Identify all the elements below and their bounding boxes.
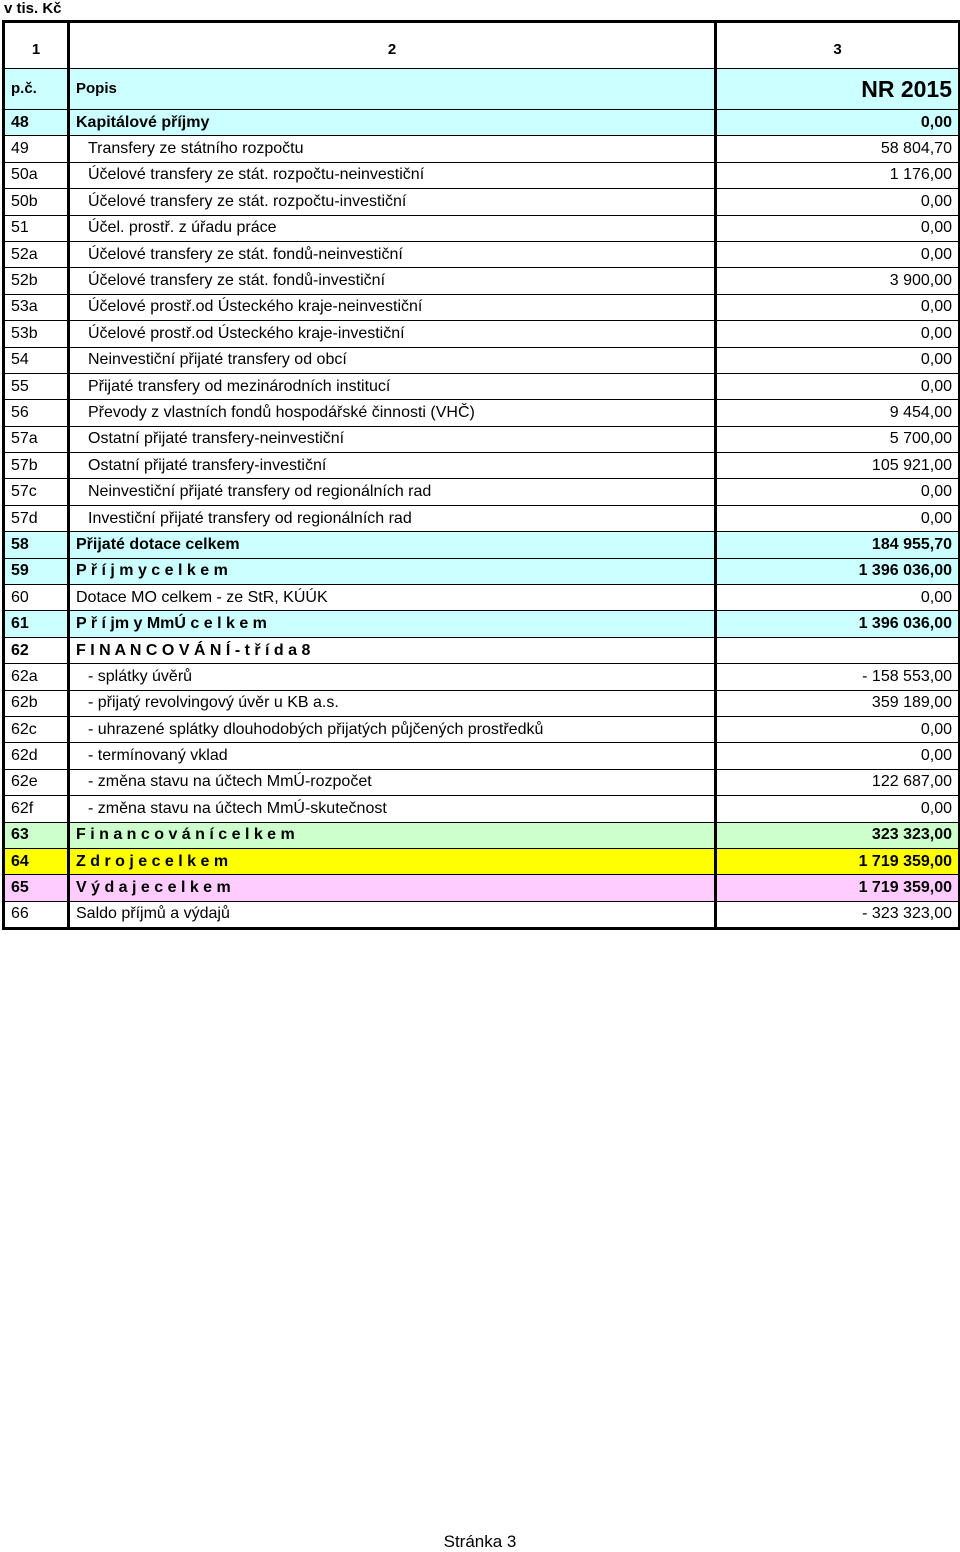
table-row [4,294,960,320]
row-value: 3 900,00 [716,268,960,294]
header-row [4,69,960,110]
row-value: 0,00 [716,479,960,505]
row-description: - změna stavu na účtech MmÚ-skutečnost [69,796,716,822]
row-number: 57c [4,479,69,505]
row-description: Účelové transfery ze stát. rozpočtu-investiční [69,189,716,215]
row-value: 359 189,00 [716,690,960,716]
row-description: Neinvestiční přijaté transfery od obcí [69,347,716,373]
row-number: 61 [4,611,69,637]
row-number: 62d [4,743,69,769]
row-description: F i n a n c o v á n í c e l k e m [69,822,716,848]
table-row [4,585,960,611]
row-number: 50b [4,189,69,215]
header-year-budget: NR 2015 [716,69,960,110]
table-row [4,373,960,399]
row-number: 62e [4,769,69,795]
row-value: 323 323,00 [716,822,960,848]
table-row [4,637,960,663]
row-value: 0,00 [716,189,960,215]
row-description: Investiční přijaté transfery od regionálních rad [69,505,716,531]
row-value: 0,00 [716,585,960,611]
table-row [4,215,960,241]
column-number-row [4,22,960,69]
row-number: 50a [4,162,69,188]
budget-table [2,20,960,930]
table-row [4,558,960,584]
table-row [4,664,960,690]
row-value: 0,00 [716,241,960,267]
row-number: 52a [4,241,69,267]
table-row [4,162,960,188]
row-description: Účelové transfery ze stát. fondů-neinvestiční [69,241,716,267]
row-value: 0,00 [716,110,960,136]
row-number: 65 [4,875,69,901]
row-description: Účel. prostř. z úřadu práce [69,215,716,241]
row-number: 53b [4,321,69,347]
table-row [4,716,960,742]
row-number: 51 [4,215,69,241]
row-number: 57a [4,426,69,452]
row-number: 62 [4,637,69,663]
row-value: 122 687,00 [716,769,960,795]
row-description: Účelové transfery ze stát. rozpočtu-neinvestiční [69,162,716,188]
row-value: 184 955,70 [716,532,960,558]
row-description: Přijaté transfery od mezinárodních institucí [69,373,716,399]
row-number: 62f [4,796,69,822]
row-number: 53a [4,294,69,320]
table-row [4,400,960,426]
table-row [4,743,960,769]
row-number: 62a [4,664,69,690]
table-row [4,769,960,795]
table-row [4,690,960,716]
page-footer: Stránka 3 [443,1532,517,1551]
row-value: 1 719 359,00 [716,875,960,901]
row-number: 58 [4,532,69,558]
table-row [4,532,960,558]
row-description: - termínovaný vklad [69,743,716,769]
row-value: 0,00 [716,373,960,399]
table-row [4,848,960,874]
row-number: 57d [4,505,69,531]
row-value: 0,00 [716,347,960,373]
row-number: 52b [4,268,69,294]
row-description: - uhrazené splátky dlouhodobých přijatých půjčených prostředků [69,716,716,742]
row-description: Neinvestiční přijaté transfery od regionálních rad [69,479,716,505]
row-number: 64 [4,848,69,874]
row-description: Přijaté dotace celkem [69,532,716,558]
row-description: P ř í jm y MmÚ c e l k e m [69,611,716,637]
budget-table-body [4,22,960,929]
row-value: 1 719 359,00 [716,848,960,874]
table-row [4,822,960,848]
table-row [4,241,960,267]
row-description: Převody z vlastních fondů hospodářské činnosti (VHČ) [69,400,716,426]
table-row [4,110,960,136]
column-number-3: 3 [716,22,960,69]
row-number: 63 [4,822,69,848]
row-value: - 158 553,00 [716,664,960,690]
table-row [4,136,960,162]
row-value: 9 454,00 [716,400,960,426]
row-description: Ostatní přijaté transfery-neinvestiční [69,426,716,452]
table-row [4,875,960,901]
table-row [4,426,960,452]
table-row [4,453,960,479]
row-number: 48 [4,110,69,136]
row-value: 1 396 036,00 [716,558,960,584]
row-value: 0,00 [716,294,960,320]
row-description: Dotace MO celkem - ze StR, KÚÚK [69,585,716,611]
row-value: 58 804,70 [716,136,960,162]
row-number: 59 [4,558,69,584]
column-number-2: 2 [69,22,716,69]
row-value: 0,00 [716,743,960,769]
row-value: 0,00 [716,321,960,347]
unit-label: v tis. Kč [4,0,62,17]
row-value: 1 396 036,00 [716,611,960,637]
row-value: 0,00 [716,505,960,531]
row-description: Transfery ze státního rozpočtu [69,136,716,162]
row-number: 62b [4,690,69,716]
row-description: Saldo příjmů a výdajů [69,901,716,928]
row-value: 0,00 [716,796,960,822]
row-number: 54 [4,347,69,373]
table-row [4,611,960,637]
table-row [4,268,960,294]
row-number: 55 [4,373,69,399]
row-value [716,637,960,663]
row-description: - přijatý revolvingový úvěr u KB a.s. [69,690,716,716]
table-row [4,189,960,215]
header-item-number: p.č. [4,69,69,110]
row-value: 105 921,00 [716,453,960,479]
row-number: 49 [4,136,69,162]
row-value: 1 176,00 [716,162,960,188]
table-row [4,347,960,373]
row-value: 5 700,00 [716,426,960,452]
row-description: Účelové transfery ze stát. fondů-investiční [69,268,716,294]
row-description: Ostatní přijaté transfery-investiční [69,453,716,479]
row-number: 62c [4,716,69,742]
table-row [4,321,960,347]
row-description: Z d r o j e c e l k e m [69,848,716,874]
row-description: Účelové prostř.od Ústeckého kraje-investiční [69,321,716,347]
header-description: Popis [69,69,716,110]
row-value: 0,00 [716,215,960,241]
column-number-1: 1 [4,22,69,69]
row-description: Kapitálové příjmy [69,110,716,136]
row-description: - změna stavu na účtech MmÚ-rozpočet [69,769,716,795]
row-number: 60 [4,585,69,611]
row-description: V ý d a j e c e l k e m [69,875,716,901]
row-number: 66 [4,901,69,928]
row-description: - splátky úvěrů [69,664,716,690]
row-number: 57b [4,453,69,479]
table-row [4,796,960,822]
table-row [4,505,960,531]
row-description: Účelové prostř.od Ústeckého kraje-neinvestiční [69,294,716,320]
row-value: - 323 323,00 [716,901,960,928]
table-row [4,479,960,505]
table-row [4,901,960,928]
row-description: F I N A N C O V Á N Í - t ř í d a 8 [69,637,716,663]
row-number: 56 [4,400,69,426]
row-value: 0,00 [716,716,960,742]
row-description: P ř í j m y c e l k e m [69,558,716,584]
